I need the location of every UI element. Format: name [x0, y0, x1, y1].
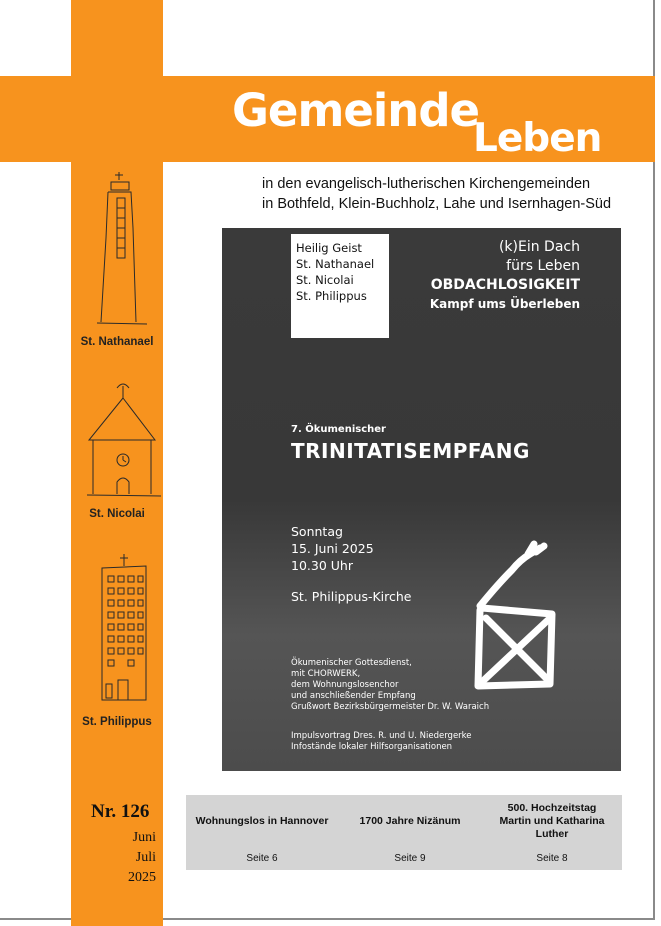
church-label-st-nicolai: St. Nicolai	[89, 508, 145, 520]
detail-line: dem Wohnungslosenchor	[291, 680, 399, 690]
event-day: Sonntag	[291, 524, 343, 539]
detail-line: und anschließender Empfang	[291, 691, 416, 701]
parish-name: Heilig Geist	[296, 241, 362, 255]
event-venue: St. Philippus-Kirche	[291, 589, 412, 604]
issue-number: Nr. 126	[91, 801, 150, 822]
teaser-page: Seite 6	[246, 853, 278, 864]
detail-line: Ökumenischer Gottesdienst,	[291, 658, 412, 668]
detail-line: mit CHORWERK,	[291, 669, 361, 679]
teaser-title-line: 500. Hochzeitstag	[507, 802, 597, 814]
teaser-page: Seite 8	[536, 853, 568, 864]
teaser-title[interactable]	[484, 802, 620, 841]
event-details	[291, 658, 489, 713]
masthead-subtitle	[262, 174, 611, 214]
event-date: 15. Juni 2025	[291, 541, 374, 556]
issue-month-1: Juni	[132, 830, 156, 845]
teaser-title[interactable]: Wohnungslos in Hannover	[195, 815, 329, 827]
parish-name: St. Nathanael	[296, 257, 375, 271]
poster-theme-line-4: Kampf ums Überleben	[429, 297, 580, 311]
extra-line: Impulsvortrag Dres. R. und U. Niedergerke	[291, 731, 472, 741]
teaser-title[interactable]: 1700 Jahre Nizänum	[359, 815, 461, 827]
masthead-title-word2: Leben	[473, 116, 602, 161]
masthead-title-word1: Gemeinde	[232, 84, 480, 137]
event-title: TRINITATISEMPFANG	[291, 439, 530, 463]
extra-line: Infostände lokaler Hilfsorganisationen	[291, 742, 453, 752]
st-philippus-tower-sketch	[96, 552, 156, 704]
detail-line: Grußwort Bezirksbürgermeister Dr. W. Waraich	[291, 702, 490, 712]
homeless-figure-icon	[468, 540, 568, 700]
st-nathanael-tower-sketch	[95, 168, 155, 328]
subtitle-line-2: in Bothfeld, Klein-Buchholz, Lahe und Isernhagen-Süd	[262, 196, 612, 212]
poster-theme-line-2: fürs Leben	[506, 258, 580, 274]
teaser-title-line: Martin und Katharina	[499, 815, 605, 827]
poster-theme-line-1: (k)Ein Dach	[498, 239, 580, 255]
parish-name: St. Nicolai	[296, 273, 354, 287]
subtitle-line-1: in den evangelisch-lutherischen Kirchengemeinden	[262, 176, 591, 192]
event-kicker: 7. Ökumenischer	[291, 424, 386, 435]
parish-name: St. Philippus	[296, 289, 367, 303]
teaser-page: Seite 9	[394, 853, 426, 864]
church-label-st-nathanael: St. Nathanael	[80, 336, 154, 348]
issue-month-2: Juli	[135, 850, 156, 865]
teaser-title-line: Luther	[535, 828, 569, 840]
event-time: 10.30 Uhr	[291, 558, 353, 573]
st-nicolai-tower-sketch	[85, 378, 165, 502]
church-label-st-philippus: St. Philippus	[82, 716, 152, 728]
event-extras	[291, 731, 472, 753]
poster-theme-line-3: OBDACHLOSIGKEIT	[430, 277, 580, 293]
issue-year: 2025	[128, 870, 156, 885]
